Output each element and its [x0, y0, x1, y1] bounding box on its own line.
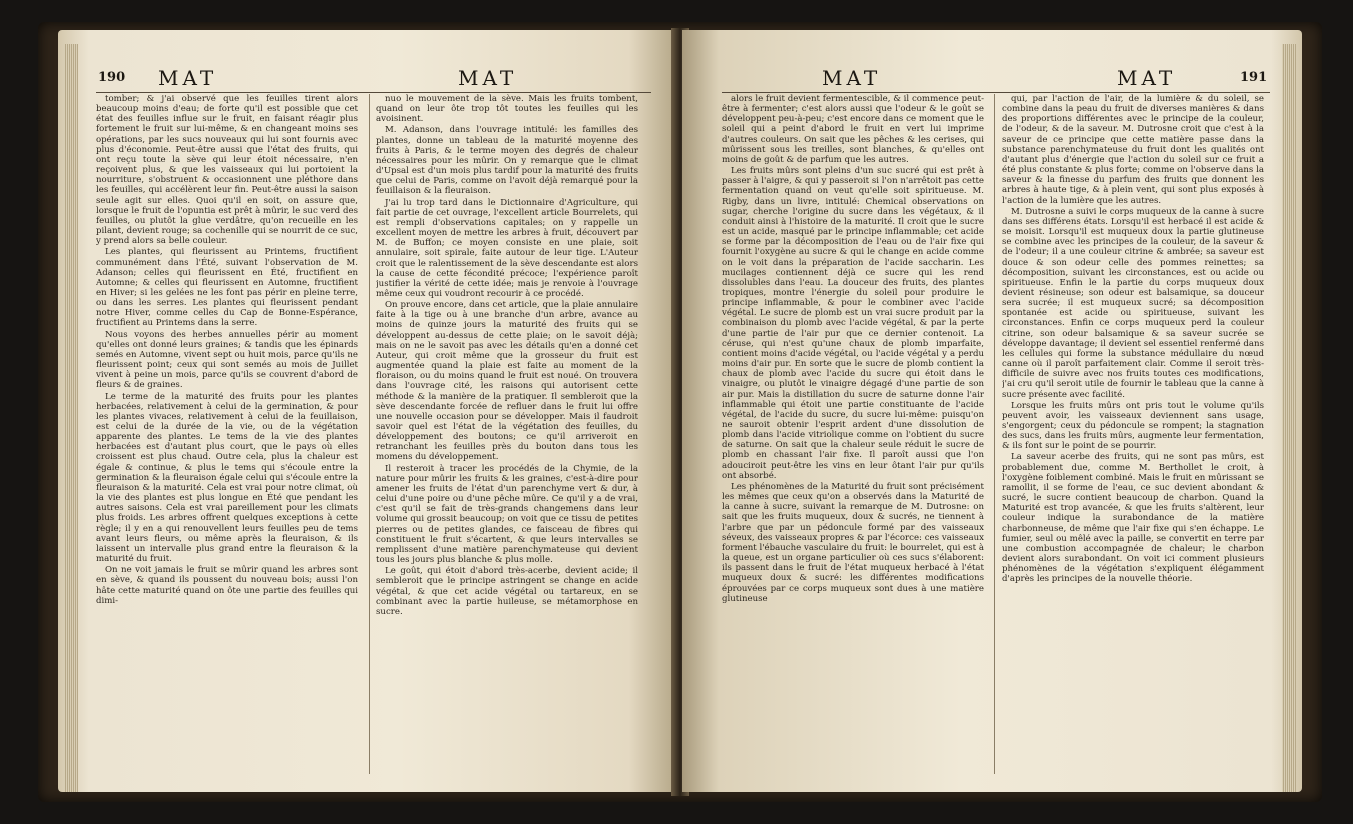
column-divider-right [994, 94, 995, 774]
header-rule-right [722, 92, 1270, 93]
paragraph: nuo le mouvement de la sève. Mais les fruits tombent, quand on leur ôte trop tôt toutes les feuilles qui les avoisinent. [376, 94, 638, 125]
paragraph: On ne voit jamais le fruit se mûrir quand les arbres sont en sève, & quand ils poussent du nouveau bois; aussi l'on hâte cette maturité quand on ôte une partie des feuilles qui dimi- [96, 565, 358, 606]
paragraph: Nous voyons des herbes annuelles périr au moment qu'elles ont donné leurs graines; & tandis que les épinards semés en Automne, vivent sept ou huit mois, parce qu'ils ne fleurissent point; ceux qui sont semés au mois de Juillet vivent à peine un mois, parce qu'ils se couvrent d'abord de fleurs & de graines. [96, 329, 358, 391]
paragraph: J'ai lu trop tard dans le Dictionnaire d'Agriculture, qui fait partie de cet ouvrage, l'excellent article Bourrelets, qui est rempli d'observations capitales; on y rappelle un excellent moyen de mettre les arbres à fruit, découvert par M. de Buffon; ce moyen consiste en une plaie, soit annulaire, soit spirale, faite autour de leur tige. L'Auteur croit que le ralentissement de la sève descendante est alors la cause de cette fécondité précoce; l'expérience paroît justifier la vérité de cette idée; mais je renvoie à l'ouvrage même ceux qui voudront recourir à ce procédé. [376, 197, 638, 299]
paragraph: Les phénomènes de la Maturité du fruit sont précisément les mêmes que ceux qu'on a observés dans la Maturité de la canne à sucre, suivant la remarque de M. Dutrosne: on sait que les fruits muqueux, doux & sucrés, ne tiennent à l'arbre que par un pédoncule formé par des vaisseaux séveux, des vaisseaux propres & par l'écorce: ces vaisseaux forment l'ébauche vasculaire du fruit: le bourrelet, qui est à la queue, est un organe particulier où ces sucs s'élaborent: ils passent dans le fruit de l'état muqueux herbacé à l'état muqueux doux & sucré: les différentes modifications éprouvées par ce corps muqueux sont dues à une matière glutineuse [722, 481, 984, 604]
running-head-right-2: MAT [1117, 66, 1177, 90]
paragraph: M. Dutrosne a suivi le corps muqueux de la canne à sucre dans ses différens états. Lorsqu'il est herbacé il est acide & se moisit. Lorsqu'il est muqueux doux la partie glutineuse se combine avec les principes de la couleur, de la saveur & de l'odeur; il a une couleur citrine & ambrée; sa saveur est douce & son odeur celle des pommes reinettes; sa décomposition, suivant les circonstances, est ou acide ou spiritueuse. Enfin le la partie du corps muqueux doux devient résineuse; son odeur est balsamique, sa douceur sera sucrée; il est muqueux sucré; sa décomposition spontanée est acide ou spiritueuse, suivant les circonstances. Enfin ce corps muqueux perd la couleur citrine, son odeur balsamique & sa saveur sucrée se développe davantage; il devient sel essentiel renfermé dans les cellules qui forme la substance médullaire du nœud canne où il paroît parfaitement clair. Comme il seroit très-difficile de suivre avec nos fruits toutes ces modifications, j'ai cru qu'il seroit utile de fournir le tableau que la canne à sucre présente avec facilité. [1002, 206, 1264, 400]
right-page [682, 30, 1302, 792]
right-page-column-1 [722, 94, 984, 784]
paragraph: Le goût, qui étoit d'abord très-acerbe, devient acide; il sembleroit que le principe astringent se change en acide végétal, & que cet acide végétal ou tartareux, en se combinant avec la partie huileuse, se métamorphose en sucre. [376, 566, 638, 617]
paragraph: tomber; & j'ai observé que les feuilles tirent alors beaucoup moins d'eau; de forte qu'il est possible que cet état des feuilles influe sur le fruit, en faisant réagir plus fortement le fruit sur lui-même, & en changeant moins ses opérations, par les sucs nouveaux qui lui sont fournis avec plus d'économie. Peut-être aussi que l'état des fruits, qui ont reçu toute la sève qui leur étoit nécessaire, n'en reçoivent plus, & que les vaisseaux qui lui portoient la nourriture, s'obstruent & occasionnent une pléthore dans les feuilles, qui accélèrent leur fin. Peut-être aussi la saison seule agit sur elles. Quoi qu'il en soit, on assure que, lorsque le fruit de l'opuntia est prêt à mûrir, le suc verd des feuilles, ou plutôt la glue verdâtre, qu'on recueille en les pilant, devient rouge; sa cochenille qui se nourrit de ce suc, y prend alors sa belle couleur. [96, 94, 358, 247]
left-page-edge [64, 44, 78, 792]
paragraph: Le terme de la maturité des fruits pour les plantes herbacées, relativement à celui de la germination, & pour les plantes vivaces, relativement à celui de la feuillaison, est celui de la durée de la vie, ou de la végétation apparente des plantes. Le tems de la vie des plantes herbacées est d'autant plus court, que le pays où elles croissent est plus chaud. Outre cela, plus la chaleur est égale & continue, & plus le tems qui s'écoule entre la germination & la fleuraison égale celui qui s'écoule entre la fleuraison & la maturité. Cela est vrai pour notre climat, où la vie des plantes est plus longue en Été que pendant les autres saisons. Cela est vrai pareillement pour les climats plus froids. Les arbres offrent quelques exceptions à cette règle; il y en a qui renouvellent leurs feuilles peu de tems avant leurs fleurs, ou même après la fleuraison, & ils laissent un intervalle plus grand entre la fleuraison & la maturité du fruit. [96, 391, 358, 565]
left-page-column-1 [96, 94, 358, 784]
page-number-left: 190 [98, 70, 126, 85]
header-rule-left [96, 92, 651, 93]
column-divider-left [369, 94, 370, 774]
paragraph: Les plantes, qui fleurissent au Printems, fructifient communément dans l'Été, suivant l'observation de M. Adanson; celles qui fleurissent en Été, fructifient en Automne; & celles qui fleurissent en Automne, fructifient en Hiver; si les gelées ne les font pas périr en pleine terre, ou dans les serres. Les plantes qui fleurissent pendant notre Hiver, comme celles du Cap de Bonne-Espérance, fructifient au Printems dans la serre. [96, 247, 358, 329]
paragraph: Les fruits mûrs sont pleins d'un suc sucré qui est prêt à passer à l'aigre, & qui y passeroit si l'on n'arrêtoit pas cette fermentation quand on veut qu'elle soit spiritueuse. M. Rigby, dans un livre, intitulé: Chemical observations on sugar, cherche l'origine du sucre dans les végétaux, & il conduit ainsi à l'histoire de la maturité. Il croit que le sucre est un acide, masqué par le principe inflammable; cet acide se forme par la décomposition de l'eau ou de l'air fixe qui fournit l'oxygène au sucre & qui le change en acide comme on le voit dans la préparation de l'acide saccharin. Les mucilages contiennent déjà ce sucre qui les rend dissolubles dans l'eau. La douceur des fruits, des plantes tropiques, montre l'énergie du soleil pour produire le principe inflammable, & pour le combiner avec l'acide végétal. Le sucre de plomb est un vrai sucre produit par la combinaison du plomb avec l'acide végétal, & par la perte d'une partie de l'air pur que ce dernier contenoit. La céruse, qui n'est qu'une chaux de plomb imparfaite, contient moins d'acide végétal, ou l'acide végétal y a perdu moins d'air pur. En sorte que le sucre de plomb contient la chaux de plomb avec l'acide du sucre qui étoit dans le vinaigre, ou plutôt le vinaigre dégagé d'une partie de son air pur. Mais la distillation du sucre de saturne donne l'air inflammable qui étoit une partie constituante de l'acide végétal, de l'acide du sucre, du sucre lui-même: puisqu'on ne sauroit obtenir l'esprit ardent d'une dissolution de plomb dans l'acide vitriolique comme on l'obtient du sucre de saturne. On sait que la chaleur seule réduit le sucre de plomb en chassant l'air fixe. Il paroît aussi que l'on adouciroit peut-être les vins en leur ôtant l'air pur qu'ils ont absorbé. [722, 166, 984, 481]
page-number-right: 191 [1240, 70, 1268, 85]
running-head-left-1: MAT [158, 66, 218, 90]
paragraph: La saveur acerbe des fruits, qui ne sont pas mûrs, est probablement due, comme M. Berthollet le croit, à l'oxygène foiblement combiné. Mais le fruit en mûrissant se ramollit, il se forme de l'eau, ce suc devient abondant & sucré, le sucre contient beaucoup de charbon. Quand la Maturité est trop avancée, & que les fruits s'altèrent, leur couleur indique la surabondance de la matière charbonneuse, de même que l'air fixe qui s'en échappe. Le fumier, seul ou mêlé avec la paille, se convertit en terre par une combustion accompagnée de chaleur; le charbon devient alors surabondant. On voit ici comment plusieurs phénomènes de la végétation s'expliquent élégamment d'après les principes de la nouvelle théorie. [1002, 452, 1264, 585]
paragraph: M. Adanson, dans l'ouvrage intitulé: les familles des plantes, donne un tableau de la maturité moyenne des fruits à Paris, & le terme moyen des degrés de chaleur nécessaires pour les mûrir. On y remarque que le climat d'Upsal est d'un mois plus tardif pour la maturité des fruits que celui de Paris, comme on l'avoit déjà remarqué pour la feuillaison & la fleuraison. [376, 125, 638, 197]
paragraph: On prouve encore, dans cet article, que la plaie annulaire faite à la tige ou à une branche d'un arbre, avance au moins de quinze jours la maturité des fruits qui se développent au-dessus de cette plaie; on le savoit déjà; mais on ne le savoit pas avec les détails qu'en a donné cet Auteur, qui croit même que la grosseur du fruit est augmentée quand la plaie est faite au moment de la floraison, ou du moins quand le fruit est noué. On trouvera dans l'ouvrage cité, les raisons qui autorisent cette méthode & la manière de la pratiquer. Il sembleroit que la sève descendante forcée de refluer dans le fruit lui offre une nouvelle occasion pour se développer. Mais il faudroit savoir quel est l'état de la végétation des feuilles, du développement des boutons; ce qu'il arriveroit en retranchant les feuilles près du bouton dans tous les momens du développement. [376, 300, 638, 463]
right-page-column-2 [1002, 94, 1264, 784]
left-page [58, 30, 678, 792]
paragraph: qui, par l'action de l'air, de la lumière & du soleil, se combine dans la peau du fruit de diverses manières & dans des proportions différentes avec le principe de la couleur, de l'odeur, & de la saveur. M. Dutrosne croit que c'est à la saveur de ce principe que cette matière passe dans la substance parenchymateuse du fruit dont les qualités ont d'autant plus d'énergie que l'action du soleil sur ce fruit a été plus constante & plus forte; comme on l'observe dans la saveur & la finesse du parfum des fruits que donnent les arbres à haute tige, & à plein vent, qui sont plus exposés à l'action de la lumière que les autres. [1002, 94, 1264, 206]
right-page-edge [1282, 44, 1296, 792]
book [38, 22, 1322, 802]
running-head-right-1: MAT [822, 66, 882, 90]
paragraph: Il resteroit à tracer les procédés de la Chymie, de la nature pour mûrir les fruits & les graines, c'est-à-dire pour amener les fruits de l'état d'un parenchyme vert & dur, à celui d'une poire ou d'une pêche mûre. Ce qu'il y a de vrai, c'est qu'il se fait de très-grands changemens dans leur volume qui grossit beaucoup; on voit que ce tissu de petites pierres ou de petites glandes, ce faisceau de fibres qui constituent le fruit s'écartent, & que leurs intervalles se remplissent d'une matière parenchymateuse qui devient tous les jours plus blanche & plus molle. [376, 463, 638, 566]
left-page-column-2 [376, 94, 638, 784]
paragraph: Lorsque les fruits mûrs ont pris tout le volume qu'ils peuvent avoir, les vaisseaux deviennent sans usage, s'engorgent; ceux du pédoncule se rompent; la stagnation des sucs, dans les fruits mûrs, augmente leur fermentation, & ils font sur le point de se pourrir. [1002, 400, 1264, 452]
paragraph: alors le fruit devient fermentescible, & il commence peut-être à fermenter; c'est alors aussi que l'odeur & le goût se développent peu-à-peu; c'est encore dans ce moment que le soleil qui a peint d'abord le fruit en vert lui imprime d'autres couleurs. On sait que les pêches & les cerises, qui mûrissent sous les treilles, sont blanches, & qu'elles ont moins de goût & de parfum que les autres. [722, 94, 984, 165]
running-head-left-2: MAT [458, 66, 518, 90]
